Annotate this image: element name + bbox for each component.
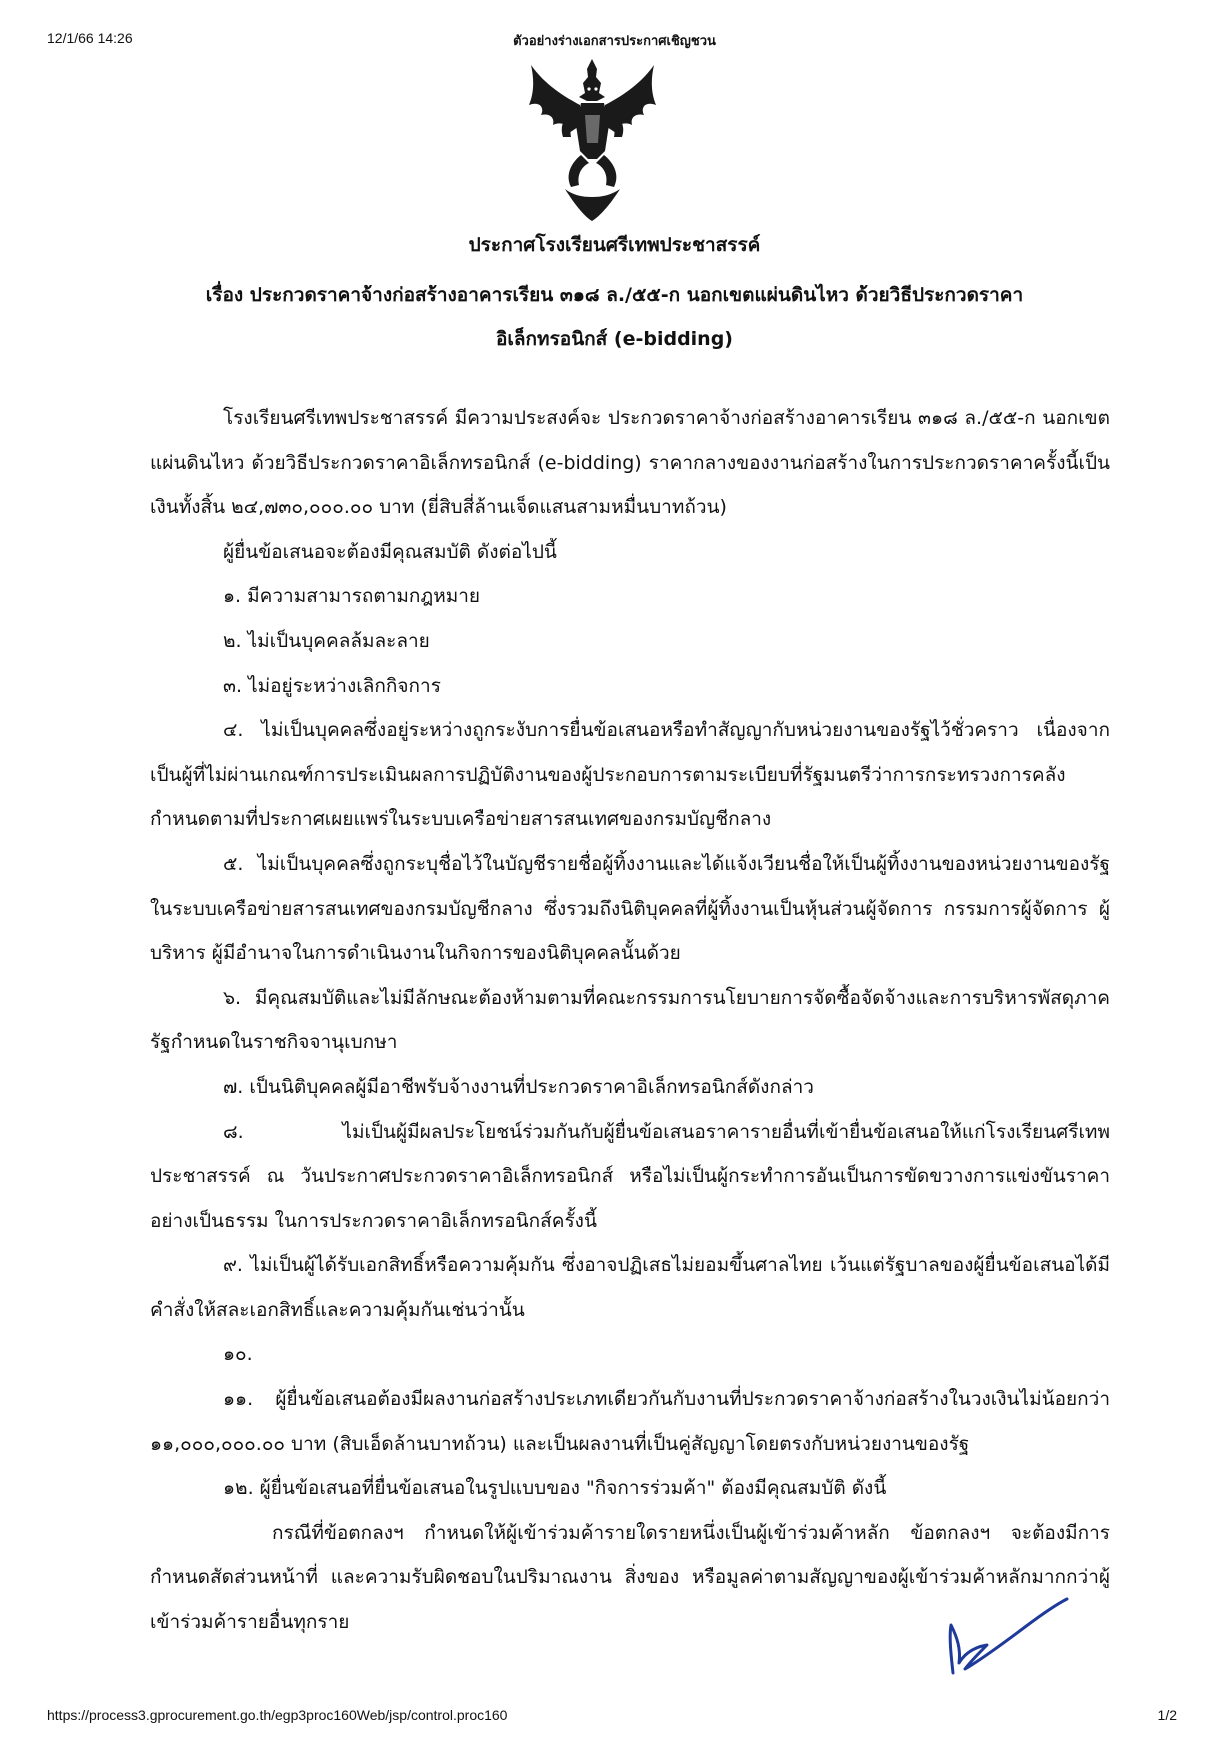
qualification-item-1: ๑. มีความสามารถตามกฎหมาย [223,585,481,608]
document-body [150,396,1110,1645]
qualification-item-10: ๑๐. [223,1343,253,1366]
handwritten-signature-icon [935,1575,1075,1685]
joint-venture-paragraph: กรณีที่ข้อตกลงฯ กำหนดให้ผู้เข้าร่วมค้ารายใดรายหนึ่งเป็นผู้เข้าร่วมค้าหลัก ข้อตกลงฯ จะต้องมีการกำหนดสัดส่วนหน้าที่ และความรับผิดชอบในปริมาณงาน สิ่งของ หรือมูลค่าตามสัญญาของผู้เข้าร่วมค้าหลักมากกว่าผู้เข้าร่วมค้ารายอื่นทุกราย [150,1521,1110,1634]
qualification-item-3: ๓. ไม่อยู่ระหว่างเลิกกิจการ [223,674,441,697]
qualification-item-6: ๖. มีคุณสมบัติและไม่มีลักษณะต้องห้ามตามที่คณะกรรมการนโยบายการจัดซื้อจัดจ้างและการบริหารพัสดุภาครัฐกำหนดในราชกิจจานุเบกษา [150,986,1110,1054]
garuda-emblem-icon [525,55,660,223]
qualification-item-5: ๕. ไม่เป็นบุคคลซึ่งถูกระบุชื่อไว้ในบัญชีรายชื่อผู้ทิ้งงานและได้แจ้งเวียนชื่อให้เป็นผู้ทิ้งงานของหน่วยงานของรัฐในระบบเครือข่ายสารสนเทศของกรมบัญชีกลาง ซึ่งรวมถึงนิติบุคคลที่ผู้ทิ้งงานเป็นหุ้นส่วนผู้จัดการ กรรมการผู้จัดการ ผู้บริหาร ผู้มีอำนาจในการดำเนินงานในกิจการของนิติบุคคลนั้นด้วย [150,852,1110,965]
intro-paragraph: โรงเรียนศรีเทพประชาสรรค์ มีความประสงค์จะ ประกวดราคาจ้างก่อสร้างอาคารเรียน ๓๑๘ ล./๕๕-ก นอกเขตแผ่นดินไหว ด้วยวิธีประกวดราคาอิเล็กทรอนิกส์ (e-bidding) ราคากลางของงานก่อสร้างในการประกวดราคาครั้งนี้เป็นเงินทั้งสิ้น ๒๔,๗๓๐,๐๐๐.๐๐ บาท (ยี่สิบสี่ล้านเจ็ดแสนสามหมื่นบาทถ้วน) [150,407,1110,519]
qualification-item-12: ๑๒. ผู้ยื่นข้อเสนอที่ยื่นข้อเสนอในรูปแบบของ "กิจการร่วมค้า" ต้องมีคุณสมบัติ ดังนี้ [223,1477,887,1500]
subject-line-continued: อิเล็กทรอนิกส์ (e-bidding) [496,328,733,350]
qualification-item-4: ๔. ไม่เป็นบุคคลซึ่งอยู่ระหว่างถูกระงับการยื่นข้อเสนอหรือทำสัญญากับหน่วยงานของรัฐไว้ชั่วคราว เนื่องจากเป็นผู้ที่ไม่ผ่านเกณฑ์การประเมินผลการปฏิบัติงานของผู้ประกอบการตามระเบียบที่รัฐมนตรีว่าการกระทรวงการคลังกำหนดตามที่ประกาศเผยแพร่ในระบบเครือข่ายสารสนเทศของกรมบัญชีกลาง [150,719,1110,831]
document-label: ตัวอย่างร่างเอกสารประกาศเชิญชวน [513,34,716,49]
qualification-item-8: ๘. ไม่เป็นผู้มีผลประโยชน์ร่วมกันกับผู้ยื่นข้อเสนอราคารายอื่นที่เข้ายื่นข้อเสนอให้แก่โรงเรียนศรีเทพประชาสรรค์ ณ วันประกาศประกวดราคาอิเล็กทรอนิกส์ หรือไม่เป็นผู้กระทำการอันเป็นการขัดขวางการแข่งขันราคาอย่างเป็นธรรม ในการประกวดราคาอิเล็กทรอนิกส์ครั้งนี้ [150,1120,1110,1232]
qualification-item-7: ๗. เป็นนิติบุคคลผู้มีอาชีพรับจ้างงานที่ประกวดราคาอิเล็กทรอนิกส์ดังกล่าว [223,1075,814,1098]
subject-line: เรื่อง ประกวดราคาจ้างก่อสร้างอาคารเรียน ๓๑๘ ล./๕๕-ก นอกเขตแผ่นดินไหว ด้วยวิธีประกวดราคา [205,284,1024,306]
qualification-item-2: ๒. ไม่เป็นบุคคลล้มละลาย [223,629,430,652]
page-number: 1/2 [1157,1707,1177,1723]
print-datetime: 12/1/66 14:26 [47,30,133,46]
qualification-lead: ผู้ยื่นข้อเสนอจะต้องมีคุณสมบัติ ดังต่อไปนี้ [223,540,557,563]
footer-url: https://process3.gprocurement.go.th/egp3proc160Web/jsp/control.proc160 [47,1707,508,1723]
qualification-item-9: ๙. ไม่เป็นผู้ได้รับเอกสิทธิ์หรือความคุ้มกัน ซึ่งอาจปฏิเสธไม่ยอมขึ้นศาลไทย เว้นแต่รัฐบาลของผู้ยื่นข้อเสนอได้มีคำสั่งให้สละเอกสิทธิ์และความคุ้มกันเช่นว่านั้น [150,1254,1110,1321]
announcement-title: ประกาศโรงเรียนศรีเทพประชาสรรค์ [468,234,761,256]
qualification-item-11: ๑๑. ผู้ยื่นข้อเสนอต้องมีผลงานก่อสร้างประเภทเดียวกันกับงานที่ประกวดราคาจ้างก่อสร้างในวงเงินไม่น้อยกว่า ๑๑,๐๐๐,๐๐๐.๐๐ บาท (สิบเอ็ดล้านบาทถ้วน) และเป็นผลงานที่เป็นคู่สัญญาโดยตรงกับหน่วยงานของรัฐ [150,1388,1110,1455]
